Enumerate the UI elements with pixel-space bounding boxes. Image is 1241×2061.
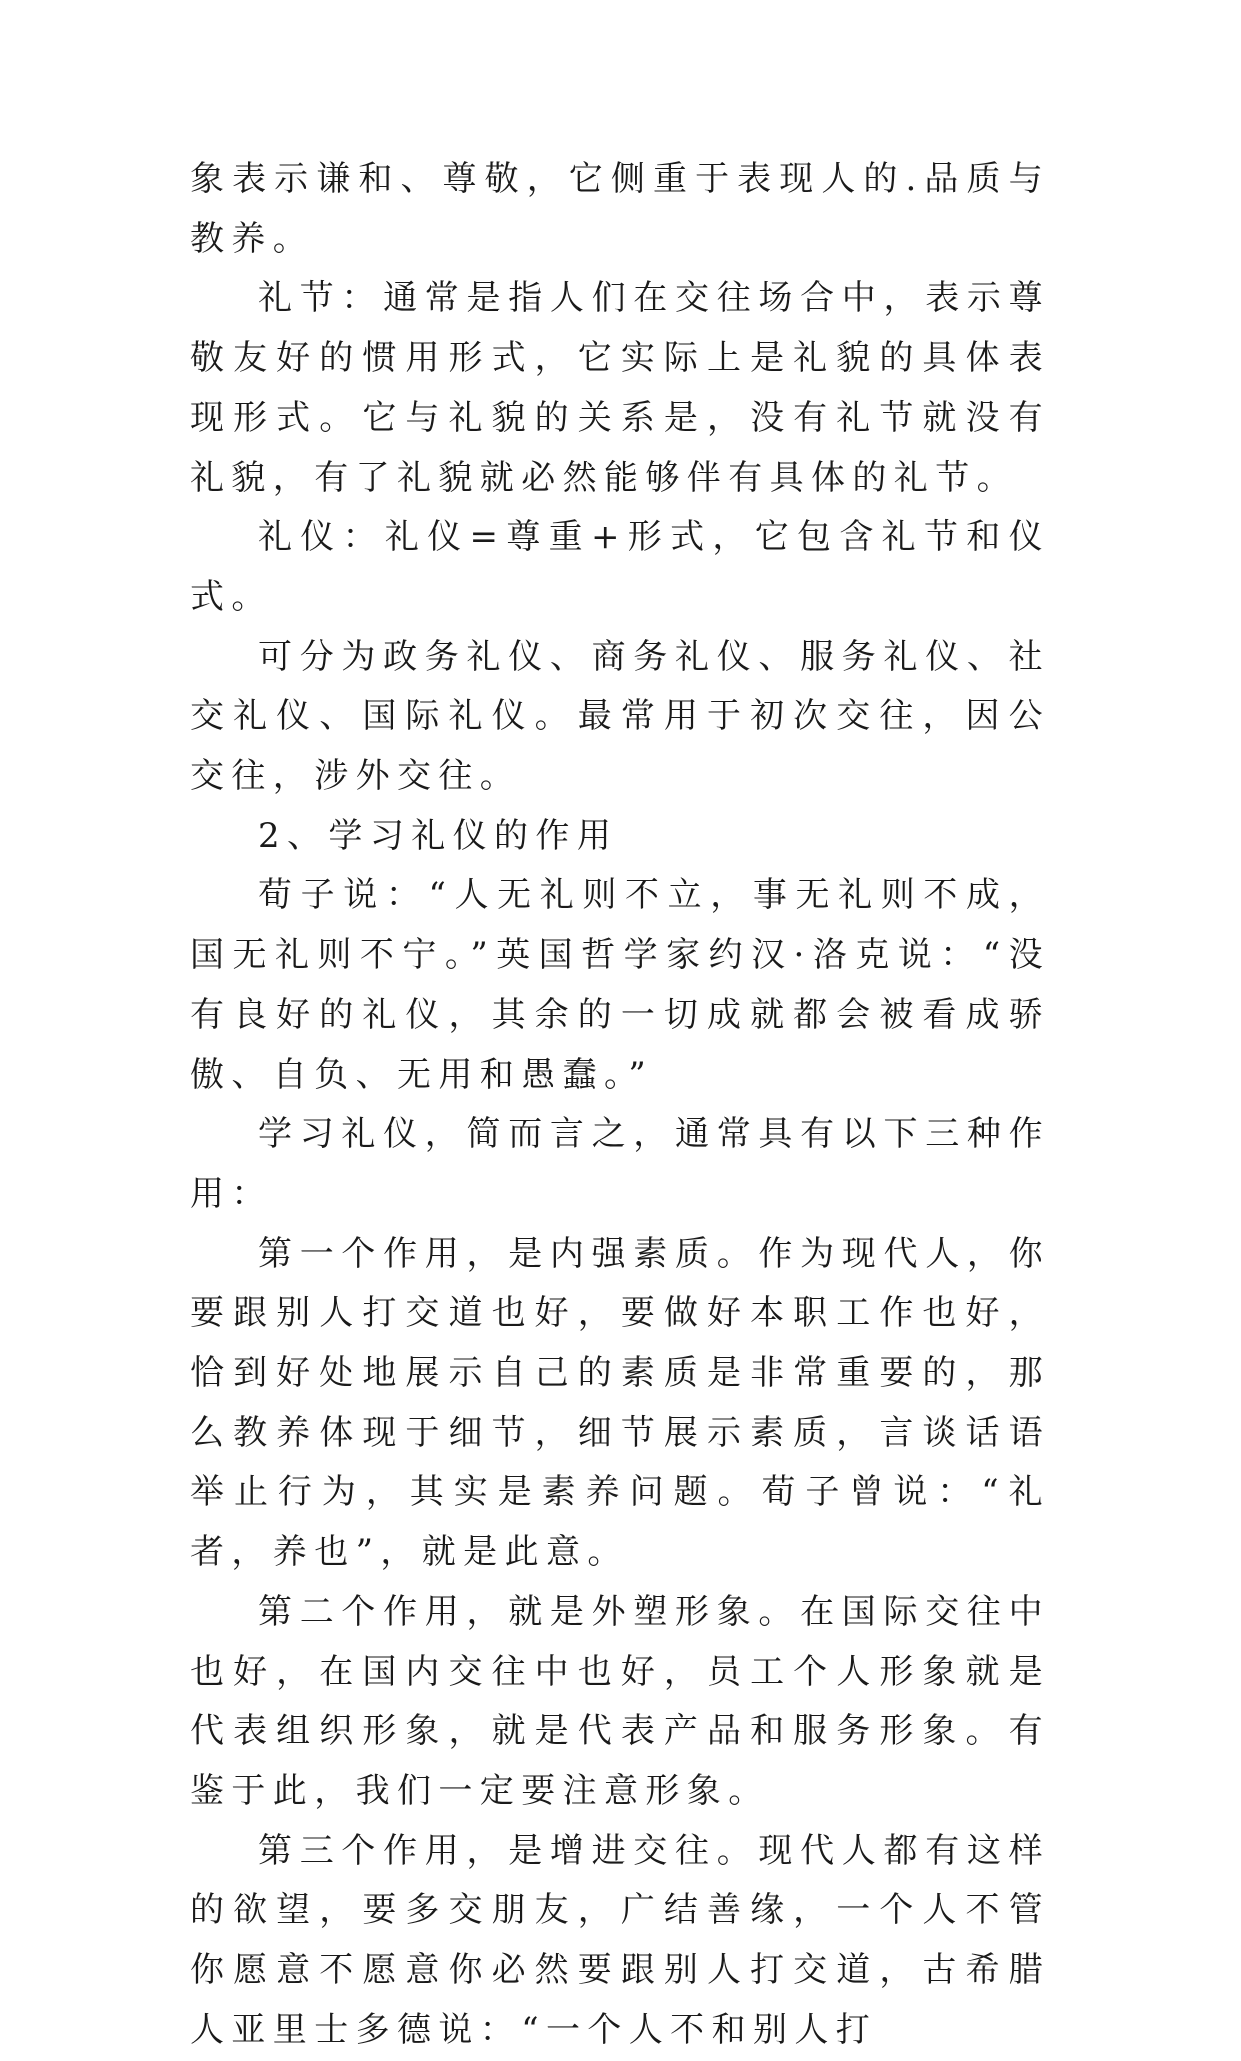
- paragraph-3: 礼仪：礼仪=尊重+形式，它包含礼节和仪式。: [190, 517, 1050, 617]
- section-heading: 2、学习礼仪的作用: [258, 815, 619, 856]
- paragraph-8: 第一个作用，是内强素质。作为现代人，你要跟别人打交道也好，要做好本职工作也好，恰到好处地展示自己的素质是非常重要的，那么教养体现于细节，细节展示素质，言谈话语举止行为，其实是素养问题。荀子曾说：“礼者，养也”，就是此意。: [190, 1233, 1050, 1573]
- paragraph-4: 可分为政务礼仪、商务礼仪、服务礼仪、社交礼仪、国际礼仪。最常用于初次交往，因公交往，涉外交往。: [190, 636, 1050, 797]
- document-body: [190, 150, 1050, 2061]
- paragraph-1: 象表示谦和、尊敬，它侧重于表现人的.品质与教养。: [190, 159, 1050, 259]
- paragraph-10: 第三个作用，是增进交往。现代人都有这样的欲望，要多交朋友，广结善缘，一个人不管你愿意不愿意你必然要跟别人打交道，古希腊人亚里士多德说：“一个人不和别人打: [190, 1830, 1050, 2050]
- paragraph-6: 荀子说：“人无礼则不立，事无礼则不成，国无礼则不宁。”英国哲学家约汉·洛克说：“没有良好的礼仪，其余的一切成就都会被看成骄傲、自负、无用和愚蠢。”: [190, 875, 1050, 1095]
- paragraph-9: 第二个作用，就是外塑形象。在国际交往中也好，在国内交往中也好，员工个人形象就是代表组织形象，就是代表产品和服务形象。有鉴于此，我们一定要注意形象。: [190, 1591, 1050, 1811]
- paragraph-7: 学习礼仪，简而言之，通常具有以下三种作用：: [190, 1114, 1050, 1214]
- paragraph-2: 礼节：通常是指人们在交往场合中，表示尊敬友好的惯用形式，它实际上是礼貌的具体表现形式。它与礼貌的关系是，没有礼节就没有礼貌，有了礼貌就必然能够伴有具体的礼节。: [190, 278, 1050, 498]
